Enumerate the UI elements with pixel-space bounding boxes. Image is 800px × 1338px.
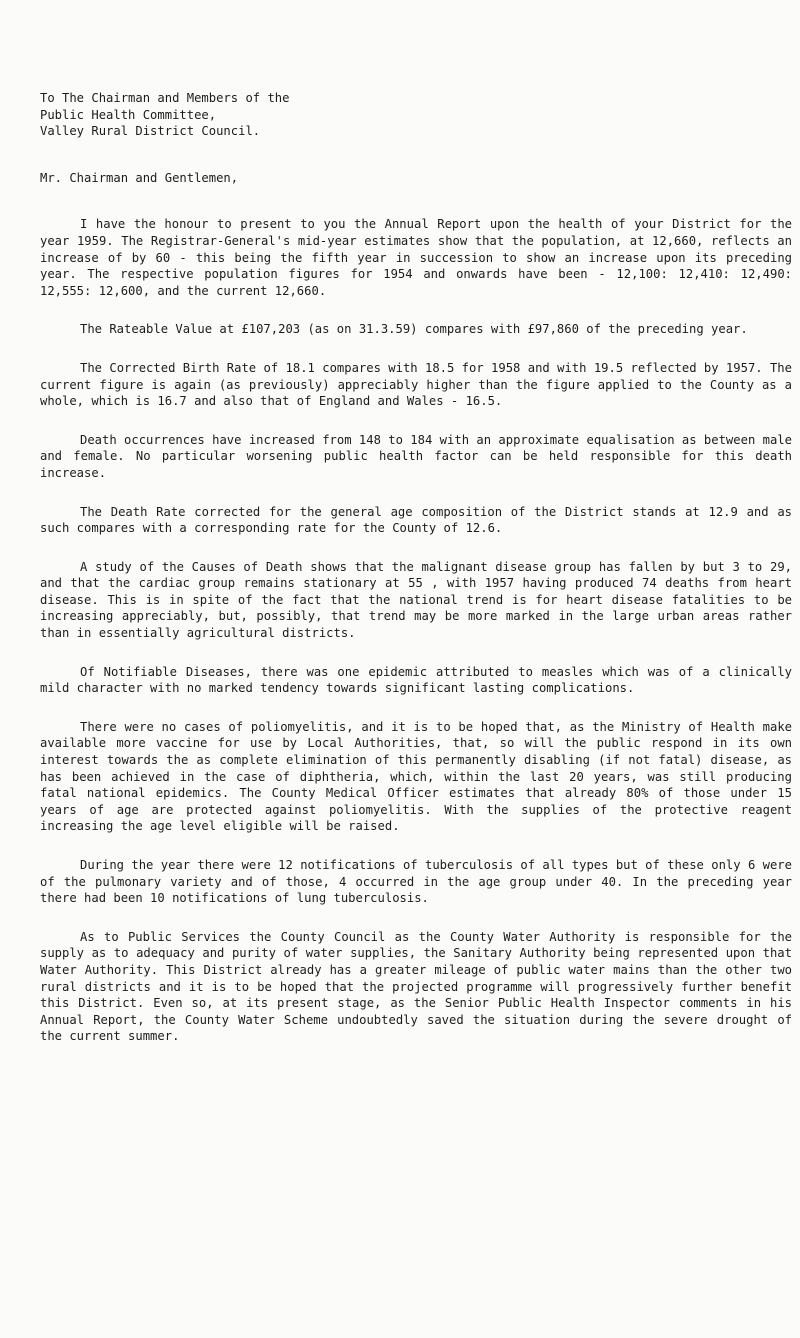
paragraph-death-occurrences: Death occurrences have increased from 148 to 184 with an approximate equalisation as between male and female. No particular worsening public health factor can be held responsible for this death increase. <box>40 432 792 480</box>
paragraph-population: I have the honour to present to you the Annual Report upon the health of your District for the year 1959. The Registrar-General's mid-year estimates show that the population, at 12,660, reflects an increase of by 60 - this being the fifth year in succession to show an increase upon its preceding year. The respective population figures for 1954 and onwards have been - 12,100: 12,410: 12,490: 12,555: 12,600, and the current 12,660. <box>40 217 792 298</box>
paragraph-tuberculosis: During the year there were 12 notifications of tuberculosis of all types but of these only 6 were of the pulmonary variety and of those, 4 occurred in the age group under 40. In the preceding year there had been 10 notifications of lung tuberculosis. <box>40 858 792 906</box>
paragraph-public-services: As to Public Services the County Council as the County Water Authority is responsible for the supply as to adequacy and purity of water supplies, the Sanitary Authority being represented upon that Water Authority. This District already has a greater mileage of public water mains than the other two rural districts and it is to be hoped that the projected programme will progressively further benefit this District. Even so, at its present stage, as the Senior Public Health Inspector comments in his Annual Report, the County Water Scheme undoubtedly saved the situation during the severe drought of the current summer. <box>40 929 792 1044</box>
address-line: To The Chairman and Members of the <box>40 91 290 105</box>
paragraph-rateable-value: The Rateable Value at £107,203 (as on 31.3.59) compares with £97,860 of the preceding year. <box>80 322 748 337</box>
paragraph-poliomyelitis: There were no cases of poliomyelitis, and it is to be hoped that, as the Ministry of Health make available more vaccine for use by Local Authorities, that, so will the public respond in its own interest towards the as complete elimination of this permanently disabling (if not fatal) disease, as has been achieved in the case of diphtheria, which, within the last 20 years, was still producing fatal national epidemics. The County Medical Officer estimates that already 80% of those under 15 years of age are protected against poliomyelitis. With the supplies of the protective reagent increasing the age level eligible will be raised. <box>40 719 792 834</box>
addressee-block <box>40 90 800 140</box>
paragraph-causes-of-death: A study of the Causes of Death shows that the malignant disease group has fallen by but 3 to 29, and that the cardiac group remains stationary at 55 , with 1957 having produced 74 deaths from heart disease. This is in spite of the fact that the national trend is for heart disease fatalities to be increasing appreciably, but, possibly, that trend may be more marked in the large urban areas rather than in essentially agricultural districts. <box>40 559 792 641</box>
address-line: Public Health Committee, <box>40 107 217 122</box>
paragraph-birth-rate: The Corrected Birth Rate of 18.1 compares with 18.5 for 1958 and with 19.5 reflected by 1957. The current figure is again (as previously) appreciably higher than the figure applied to the County as a whole, which is 16.7 and also that of England and Wales - 16.5. <box>40 360 792 409</box>
address-line: Valley Rural District Council. <box>40 124 261 139</box>
paragraph-notifiable-diseases: Of Notifiable Diseases, there was one epidemic attributed to measles which was of a clinically mild character with no marked tendency towards significant lasting complications. <box>40 664 792 696</box>
salutation: Mr. Chairman and Gentlemen, <box>40 170 239 185</box>
paragraph-death-rate: The Death Rate corrected for the general age composition of the District stands at 12.9 and as such compares with a corresponding rate for the County of 12.6. <box>40 504 792 536</box>
